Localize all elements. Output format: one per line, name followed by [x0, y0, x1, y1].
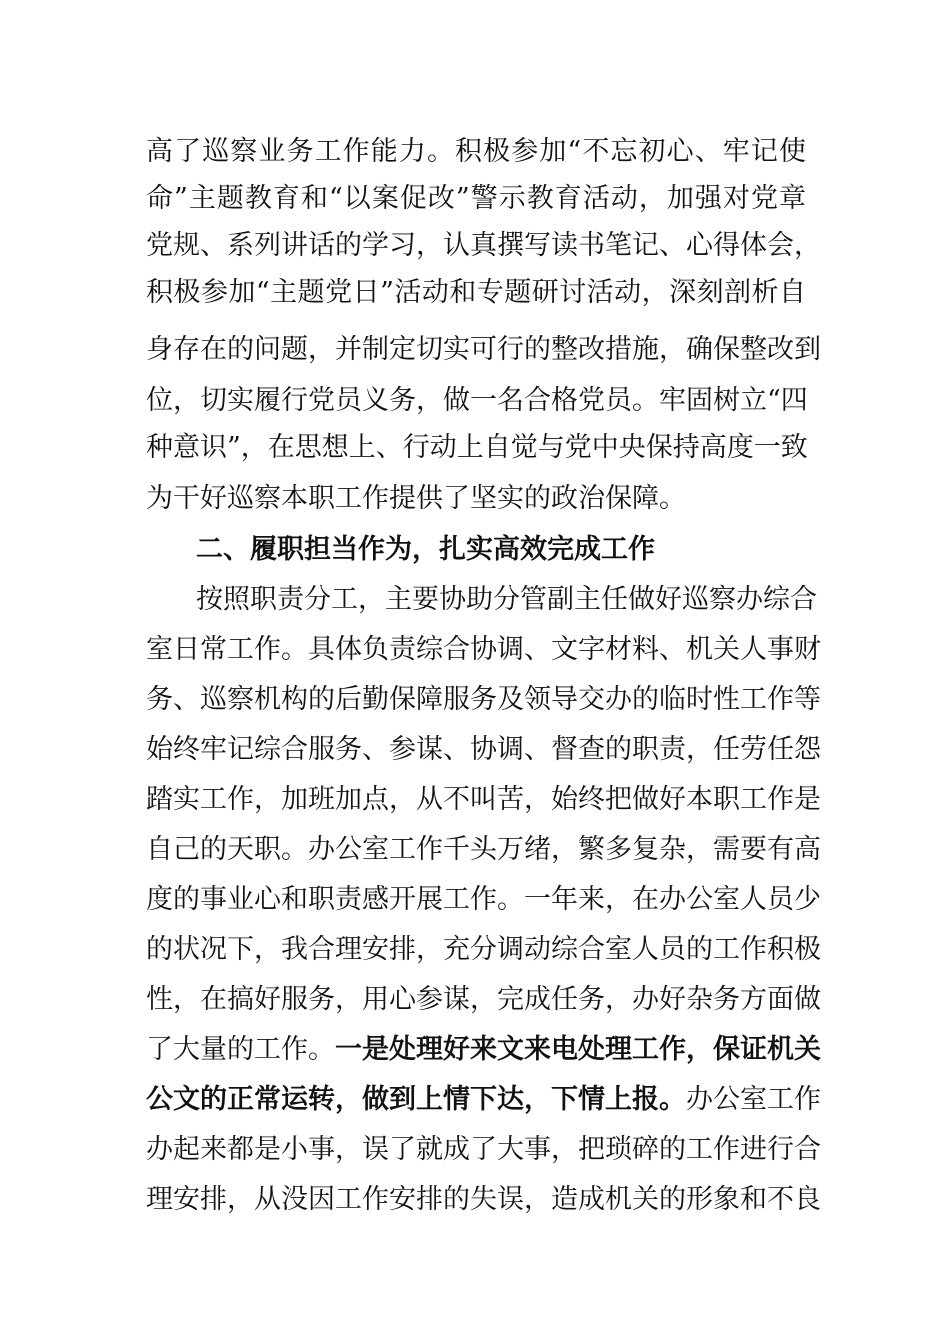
paragraph-line: 种意识”，在思想上、行动上自觉与党中央保持高度一致	[146, 432, 808, 463]
paragraph-line: 度的事业心和职责感开展工作。一年来，在办公室人员少	[146, 884, 821, 915]
bold-emphasis-text: 公文的正常运转，做到上情下达，下情上报。	[146, 1084, 686, 1115]
paragraph-line: 身存在的问题，并制定切实可行的整改措施，确保整改到	[146, 334, 821, 365]
paragraph-line: 室日常工作。具体负责综合协调、文字材料、机关人事财	[146, 634, 821, 665]
paragraph-line: 的状况下，我合理安排，充分调动综合室人员的工作积极	[146, 934, 821, 965]
paragraph-line: 按照职责分工，主要协助分管副主任做好巡察办综合	[196, 584, 817, 615]
paragraph-line: 党规、系列讲话的学习，认真撰写读书笔记、心得体会，	[146, 230, 821, 261]
paragraph-line: 办起来都是小事，误了就成了大事，把琐碎的工作进行合	[146, 1134, 821, 1165]
paragraph-line: 踏实工作，加班加点，从不叫苦，始终把做好本职工作是	[146, 784, 821, 815]
paragraph-line: 命”主题教育和“以案促改”警示教育活动，加强对党章	[146, 183, 806, 214]
paragraph-line-mixed	[146, 1080, 821, 1120]
paragraph-line: 务、巡察机构的后勤保障服务及领导交办的临时性工作等	[146, 684, 821, 715]
paragraph-line: 自己的天职。办公室工作千头万绪，繁多复杂，需要有高	[146, 834, 821, 865]
paragraph-line-mixed	[146, 1030, 821, 1070]
paragraph-line: 积极参加“主题党日”活动和专题研讨活动，深刻剖析自	[146, 277, 806, 308]
paragraph-line: 理安排，从没因工作安排的失误，造成机关的形象和不良	[146, 1184, 821, 1215]
paragraph-line: 性，在搞好服务，用心参谋，完成任务，办好杂务方面做	[146, 984, 821, 1015]
bold-emphasis-text: 一是处理好来文来电处理工作，保证机关	[335, 1034, 821, 1065]
paragraph-line: 高了巡察业务工作能力。积极参加“不忘初心、牢记使	[146, 136, 806, 167]
section-heading: 二、履职担当作为，扎实高效完成工作	[196, 534, 655, 565]
paragraph-line: 为干好巡察本职工作提供了坚实的政治保障。	[146, 483, 686, 514]
paragraph-line: 始终牢记综合服务、参谋、协调、督查的职责，任劳任怨	[146, 734, 821, 765]
normal-text: 办公室工作	[686, 1084, 821, 1115]
normal-text: 了大量的工作。	[146, 1034, 335, 1065]
paragraph-line: 位，切实履行党员义务，做一名合格党员。牢固树立“四	[146, 385, 808, 416]
